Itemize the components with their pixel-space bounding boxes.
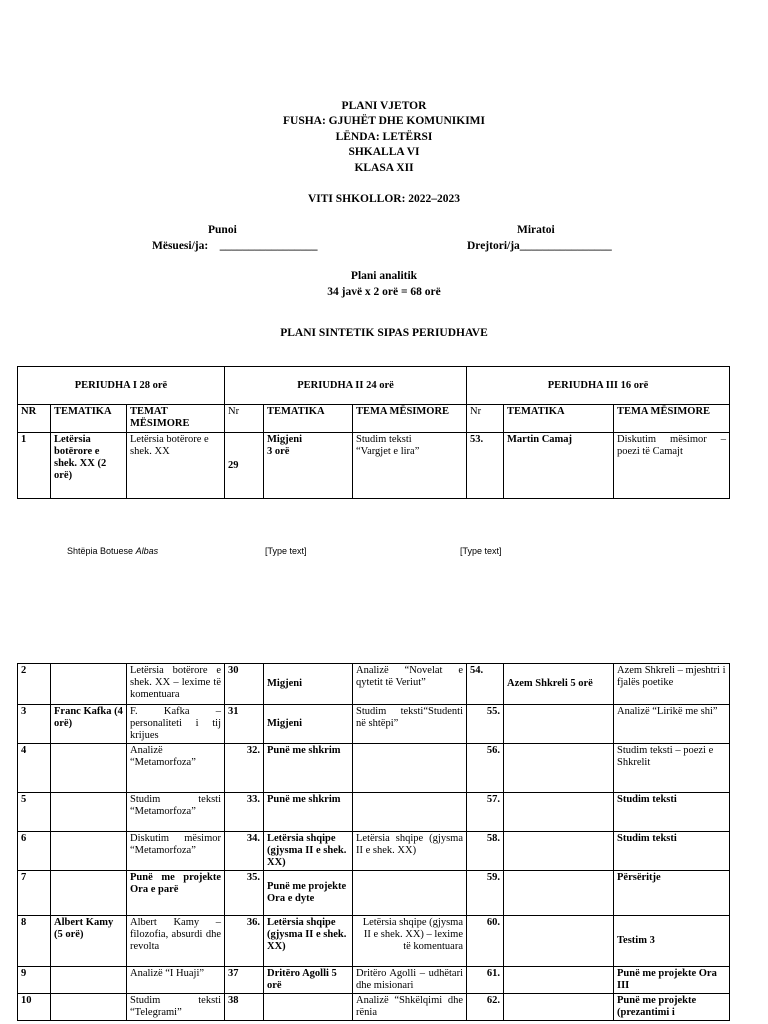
row-lesson: Analizë “Shkëlqimi dhe rënia bbox=[353, 994, 467, 1021]
row-theme: Albert Kamy (5 orë) bbox=[51, 916, 127, 967]
row-theme bbox=[504, 994, 614, 1021]
table-row bbox=[18, 433, 730, 499]
row-theme bbox=[51, 871, 127, 916]
row-theme bbox=[51, 994, 127, 1021]
row-theme bbox=[504, 705, 614, 744]
row-nr: 33. bbox=[225, 793, 264, 832]
theme-hours: 3 orë bbox=[267, 446, 290, 457]
col-header-theme: TEMATIKA bbox=[504, 405, 614, 433]
row-theme: Azem Shkreli 5 orë bbox=[504, 664, 614, 705]
col-header-nr: Nr bbox=[467, 405, 504, 433]
doc-title: PLANI VJETOR bbox=[341, 100, 427, 112]
row-nr: 32. bbox=[225, 744, 264, 793]
row-nr: 55. bbox=[467, 705, 504, 744]
row-lesson: Studim teksti – poezi e Shkrelit bbox=[614, 744, 730, 793]
row-theme: Punë me shkrim bbox=[264, 793, 353, 832]
row-lesson: Albert Kamy – filozofia, absurdi dhe revolta bbox=[127, 916, 225, 967]
row-lesson: Studim teksti “Telegrami” bbox=[127, 994, 225, 1021]
row-lesson: Diskutim mësimor – poezi të Camajt bbox=[614, 433, 730, 499]
row-nr: 1 bbox=[18, 433, 51, 499]
row-theme bbox=[504, 744, 614, 793]
row-lesson: Punë me projekte Ora III bbox=[614, 967, 730, 994]
row-nr: 38 bbox=[225, 994, 264, 1021]
row-lesson: Studim teksti bbox=[614, 793, 730, 832]
row-lesson: Punë me projekte Ora e parë bbox=[127, 871, 225, 916]
row-nr: 34. bbox=[225, 832, 264, 871]
row-theme bbox=[504, 832, 614, 871]
col-header-theme: TEMATIKA bbox=[264, 405, 353, 433]
row-lesson: Azem Shkreli – mjeshtri i fjalës poetike bbox=[614, 664, 730, 705]
col-header-lessons: TEMAT MËSIMORE bbox=[127, 405, 225, 433]
footer-placeholder-1: [Type text] bbox=[265, 546, 307, 556]
col-header-lessons: TEMA MËSIMORE bbox=[614, 405, 730, 433]
plan-table-page1 bbox=[17, 366, 730, 499]
school-year: VITI SHKOLLOR: 2022–2023 bbox=[307, 193, 461, 205]
lesson-line: Studim teksti bbox=[356, 434, 412, 445]
period-2-header: PERIUDHA II 24 orë bbox=[225, 367, 467, 405]
table-row bbox=[18, 705, 730, 744]
row-theme: Letërsia botërore e shek. XX (2 orë) bbox=[51, 433, 127, 499]
row-lesson: Letërsia botërore e shek. XX bbox=[127, 433, 225, 499]
row-theme: Letërsia shqipe (gjysma II e shek. XX) bbox=[264, 832, 353, 871]
row-lesson: Testim 3 bbox=[614, 916, 730, 967]
table-row bbox=[18, 871, 730, 916]
row-theme: Dritëro Agolli 5 orë bbox=[264, 967, 353, 994]
row-lesson: Analizë “Novelat e qytetit të Veriut” bbox=[353, 664, 467, 705]
row-theme: Punë me shkrim bbox=[264, 744, 353, 793]
row-nr: 58. bbox=[467, 832, 504, 871]
table-row bbox=[18, 916, 730, 967]
row-lesson: Studim teksti bbox=[614, 832, 730, 871]
row-theme: Martin Camaj bbox=[504, 433, 614, 499]
row-lesson: Letërsia shqipe (gjysma II e shek. XX) – lexime të komentuara bbox=[353, 916, 467, 967]
row-theme bbox=[504, 793, 614, 832]
table-row bbox=[18, 832, 730, 871]
row-theme: Migjeni bbox=[264, 664, 353, 705]
hours-summary: 34 javë x 2 orë = 68 orë bbox=[327, 286, 441, 298]
row-nr: 60. bbox=[467, 916, 504, 967]
row-lesson: Përsëritje bbox=[614, 871, 730, 916]
row-theme bbox=[51, 967, 127, 994]
lesson-line: “Vargjet e lira” bbox=[356, 446, 420, 457]
theme-name: Migjeni bbox=[267, 434, 302, 445]
plan-table-page2 bbox=[17, 663, 730, 1021]
row-lesson: Diskutim mësimor “Metamorfoza” bbox=[127, 832, 225, 871]
row-lesson: Studim teksti“Studenti në shtëpi” bbox=[353, 705, 467, 744]
row-nr: 57. bbox=[467, 793, 504, 832]
publisher-footer bbox=[67, 546, 158, 556]
row-lesson: Analizë “I Huaji” bbox=[127, 967, 225, 994]
row-nr: 3 bbox=[18, 705, 51, 744]
row-theme: Letërsia shqipe (gjysma II e shek. XX) bbox=[264, 916, 353, 967]
row-nr: 54. bbox=[467, 664, 504, 705]
row-nr: 29 bbox=[225, 433, 264, 499]
director-label: Drejtori/ja bbox=[467, 240, 520, 252]
teacher-blank: _________________ bbox=[219, 240, 318, 252]
synthetic-plan-title: PLANI SINTETIK SIPAS PERIUDHAVE bbox=[280, 327, 488, 339]
signature-left-line bbox=[152, 239, 317, 254]
period-1-header: PERIUDHA I 28 orë bbox=[18, 367, 225, 405]
row-theme bbox=[51, 832, 127, 871]
table-row bbox=[18, 967, 730, 994]
row-nr: 36. bbox=[225, 916, 264, 967]
row-theme bbox=[264, 433, 353, 499]
publisher-label: Shtëpia Botuese bbox=[67, 546, 136, 556]
row-nr: 31 bbox=[225, 705, 264, 744]
footer-placeholder-2: [Type text] bbox=[460, 546, 502, 556]
signature-left-title: Punoi bbox=[208, 224, 237, 236]
row-nr: 53. bbox=[467, 433, 504, 499]
row-lesson: Punë me projekte (prezantimi i bbox=[614, 994, 730, 1021]
col-header-nr: NR bbox=[18, 405, 51, 433]
signature-right-title: Miratoi bbox=[517, 224, 555, 236]
row-theme bbox=[264, 994, 353, 1021]
row-nr: 6 bbox=[18, 832, 51, 871]
row-nr: 2 bbox=[18, 664, 51, 705]
publisher-name: Albas bbox=[135, 546, 159, 556]
row-theme bbox=[504, 871, 614, 916]
row-lesson: Dritëro Agolli – udhëtari dhe misionari bbox=[353, 967, 467, 994]
row-theme: Migjeni bbox=[264, 705, 353, 744]
table-row bbox=[18, 664, 730, 705]
row-nr: 4 bbox=[18, 744, 51, 793]
row-lesson bbox=[353, 793, 467, 832]
row-nr: 30 bbox=[225, 664, 264, 705]
period-3-header: PERIUDHA III 16 orë bbox=[467, 367, 730, 405]
row-nr: 56. bbox=[467, 744, 504, 793]
table-row bbox=[18, 744, 730, 793]
row-lesson: Analizë “Lirikë me shi” bbox=[614, 705, 730, 744]
table-row bbox=[18, 793, 730, 832]
row-lesson bbox=[353, 433, 467, 499]
level-line: SHKALLA VI bbox=[348, 146, 420, 158]
class-line: KLASA XII bbox=[354, 162, 414, 174]
row-theme bbox=[51, 744, 127, 793]
row-lesson bbox=[353, 744, 467, 793]
row-nr: 9 bbox=[18, 967, 51, 994]
table-row bbox=[18, 994, 730, 1021]
col-header-theme: TEMATIKA bbox=[51, 405, 127, 433]
teacher-label: Mësuesi/ja: bbox=[152, 240, 209, 252]
row-theme bbox=[504, 916, 614, 967]
row-theme bbox=[504, 967, 614, 994]
row-lesson: F. Kafka – personaliteti i tij krijues bbox=[127, 705, 225, 744]
row-nr: 61. bbox=[467, 967, 504, 994]
row-lesson: Analizë “Metamorfoza” bbox=[127, 744, 225, 793]
row-theme: Franc Kafka (4 orë) bbox=[51, 705, 127, 744]
col-header-lessons: TEMA MËSIMORE bbox=[353, 405, 467, 433]
row-lesson: Letërsia shqipe (gjysma II e shek. XX) bbox=[353, 832, 467, 871]
col-header-nr: Nr bbox=[225, 405, 264, 433]
row-theme bbox=[51, 664, 127, 705]
subject-line: LËNDA: LETËRSI bbox=[335, 131, 433, 143]
director-blank: ________________ bbox=[519, 240, 612, 252]
row-theme bbox=[51, 793, 127, 832]
analytic-plan-title: Plani analitik bbox=[350, 270, 418, 282]
signature-right-line bbox=[467, 239, 612, 254]
row-lesson: Letërsia botërore e shek. XX – lexime të komentuara bbox=[127, 664, 225, 705]
row-nr: 8 bbox=[18, 916, 51, 967]
row-nr: 59. bbox=[467, 871, 504, 916]
field-line: FUSHA: GJUHËT DHE KOMUNIKIMI bbox=[282, 115, 485, 127]
row-nr: 10 bbox=[18, 994, 51, 1021]
row-nr: 7 bbox=[18, 871, 51, 916]
row-nr: 62. bbox=[467, 994, 504, 1021]
row-nr: 5 bbox=[18, 793, 51, 832]
row-nr: 37 bbox=[225, 967, 264, 994]
row-lesson bbox=[353, 871, 467, 916]
row-theme: Punë me projekte Ora e dyte bbox=[264, 871, 353, 916]
row-nr: 35. bbox=[225, 871, 264, 916]
row-lesson: Studim teksti “Metamorfoza” bbox=[127, 793, 225, 832]
